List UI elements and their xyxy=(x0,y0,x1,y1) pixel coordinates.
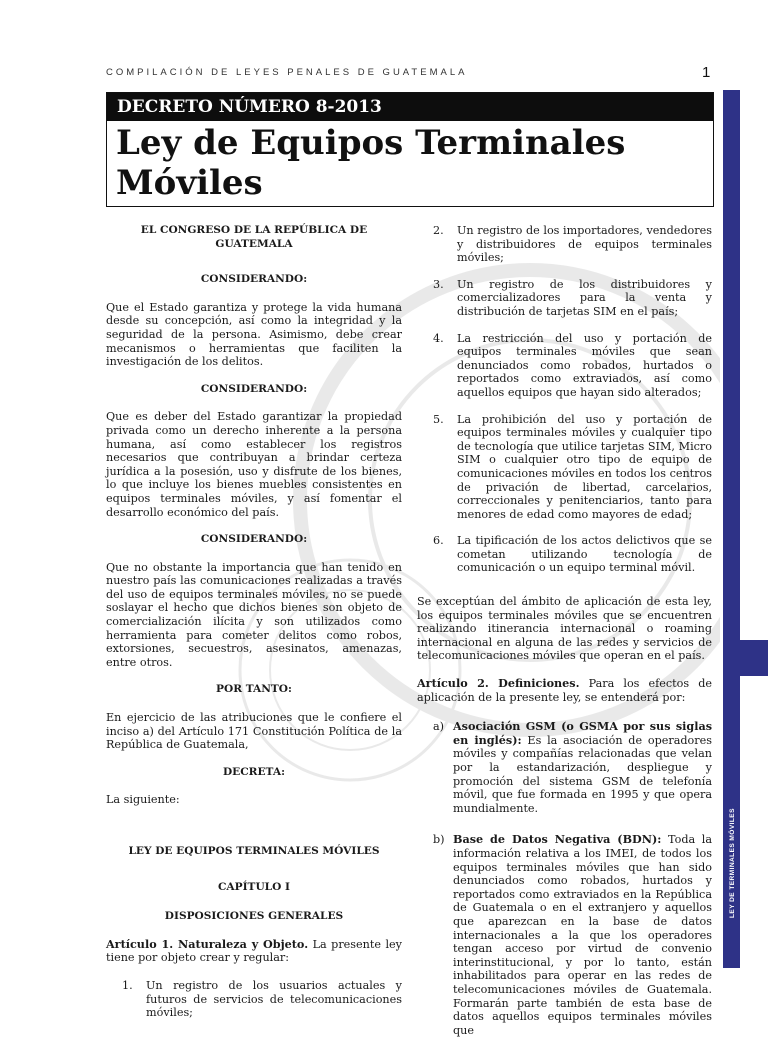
list-item xyxy=(417,413,712,522)
list-item xyxy=(417,224,712,265)
considerando-heading: CONSIDERANDO: xyxy=(200,533,308,546)
list-item xyxy=(106,979,402,1020)
list-marker: 5. xyxy=(433,412,444,426)
side-tab-marker xyxy=(723,640,768,676)
list-item xyxy=(417,332,712,400)
list-text: Un registro de los usuarios actuales y futuros de servicios de telecomunicaciones móviles; xyxy=(146,978,402,1020)
decreta-heading: DECRETA: xyxy=(222,765,285,778)
law-title-line-1: Ley de Equipos Terminales xyxy=(116,123,626,163)
chapter-title: DISPOSICIONES GENERALES xyxy=(164,910,344,923)
list-text: Un registro de los importadores, vendedores y distribuidores de equipos terminales móviles; xyxy=(457,224,712,265)
considerando-heading: CONSIDERANDO: xyxy=(200,382,308,395)
article-2-label: Artículo 2. Definiciones. xyxy=(417,676,580,691)
list-marker: 4. xyxy=(433,331,444,345)
definition-term: Asociación GSM (o GSMA por sus siglas en inglés): xyxy=(453,719,712,747)
law-title xyxy=(107,121,713,203)
definition-marker: a) xyxy=(433,720,445,734)
list-text: La prohibición del uso y portación de equipos terminales móviles y cualquier tipo de tecnología que utilice tarjetas SIM, Micro SIM o cualquier otro tipo de equipo de comunicaciones móviles en todos los centros de privación de libertad, carcelarios, correccionales y penitenciarios, tanto para menores de edad como mayores de edad; xyxy=(457,412,712,521)
law-title-line-2: Móviles xyxy=(116,163,263,203)
siguiente-text: La siguiente: xyxy=(106,793,180,807)
congress-heading: EL CONGRESO DE LA REPÚBLICA DE GUATEMALA xyxy=(140,224,368,250)
definition-marker: b) xyxy=(433,833,445,847)
considerando-heading: CONSIDERANDO: xyxy=(200,273,308,286)
list-item xyxy=(417,534,712,575)
decree-number: DECRETO NÚMERO 8-2013 xyxy=(107,93,713,121)
article-2-text: Para los efectos de aplicación de la presente ley, se entenderá por: xyxy=(417,677,712,704)
article-1-label: Artículo 1. Naturaleza y Objeto. xyxy=(106,936,309,951)
definition-item xyxy=(417,720,712,815)
list-text: La tipificación de los actos delictivos que se cometan utilizando tecnología de comunicación o un equipo terminal móvil. xyxy=(457,534,712,575)
right-column xyxy=(417,224,712,1050)
law-name-heading: LEY DE EQUIPOS TERMINALES MÓVILES xyxy=(128,845,380,857)
article-1-paragraph xyxy=(106,938,402,965)
definition-body: Es la asociación de operadores móviles y compañías relacionadas que velan por la estandarización, despliegue y promoción del sistema GSM de telefonía móvil, que fue formada en 1995 y que opera mundialmente. xyxy=(453,733,712,815)
list-marker: 1. xyxy=(122,978,133,992)
article-1-text: La presente ley tiene por objeto crear y regular: xyxy=(106,937,402,965)
running-header: COMPILACIÓN DE LEYES PENALES DE GUATEMALA xyxy=(106,67,468,78)
por-tanto-heading: POR TANTO: xyxy=(216,683,292,696)
definition-item xyxy=(417,833,712,1037)
definition-text xyxy=(453,833,712,1037)
title-block xyxy=(106,92,714,207)
por-tanto-paragraph: En ejercicio de las atribuciones que le confiere el inciso a) del Artículo 171 Constitución Política de la República de Guatemala, xyxy=(106,711,402,752)
definition-term: Base de Datos Negativa (BDN): xyxy=(453,832,662,847)
list-marker: 2. xyxy=(433,224,444,237)
list-text: Un registro de los distribuidores y comercializadores para la venta y distribución de tarjetas SIM en el país; xyxy=(457,277,712,318)
considerando-paragraph: Que no obstante la importancia que han tenido en nuestro país las comunicaciones realizadas a través del uso de equipos terminales móviles, no se puede soslayar el hecho que dichos bienes son objeto de comercialización ilícita y son utilizados como herramienta para cometer delitos como robos, extorsiones, secuestros, asesinatos, amenazas, entre otros. xyxy=(106,560,402,669)
exception-paragraph: Se exceptúan del ámbito de aplicación de esta ley, los equipos terminales móviles que se encuentren realizando itinerancia internacional o roaming internacional en alguna de las redes y servicios de telecomunicaciones móviles que operan en el país. xyxy=(417,595,712,663)
definition-body: Toda la información relativa a los IMEI, de todos los equipos terminales móviles que han sido denunciados como robados, hurtados y reportados como extraviados en la República de Guatemala o en el extranjero y aquellos que aparezcan en la base de datos internacionales a la que los operadores tengan acceso por virtud de convenio interinstitucional, y por lo tanto, están inhabilitados para operar en las redes de telecomunicaciones móviles de Guatemala. Formarán parte también de esta base de datos aquellos equipos terminales móviles que xyxy=(453,833,712,1037)
definition-text xyxy=(453,720,712,815)
side-tab-label: LEY DE TERMINALES MÓVILES xyxy=(729,808,736,918)
page-number: 1 xyxy=(702,64,711,81)
list-text: La restricción del uso y portación de equipos terminales móviles que sean denunciados como robados, hurtados o reportados como extraviados, así como aquellos equipos que hayan sido alterados; xyxy=(457,331,712,399)
list-marker: 6. xyxy=(433,534,444,548)
chapter-heading: CAPÍTULO I xyxy=(217,880,290,893)
list-marker: 3. xyxy=(433,277,444,291)
list-item xyxy=(417,278,712,319)
left-column xyxy=(106,224,402,1033)
considerando-paragraph: Que es deber del Estado garantizar la propiedad privada como un derecho inherente a la persona humana, así como establecer los registros necesarios que contribuyan a brindar certeza jurídica a la posesión, uso y disfrute de los bienes, lo que incluye los bienes muebles consistentes en equipos terminales móviles, y así fomentar el desarrollo económico del país. xyxy=(106,410,402,519)
considerando-paragraph: Que el Estado garantiza y protege la vida humana desde su concepción, así como la integridad y la seguridad de la persona. Asimismo, debe crear mecanismos o herramientas que faciliten la investigación de los delitos. xyxy=(106,300,402,369)
article-2-paragraph xyxy=(417,677,712,704)
